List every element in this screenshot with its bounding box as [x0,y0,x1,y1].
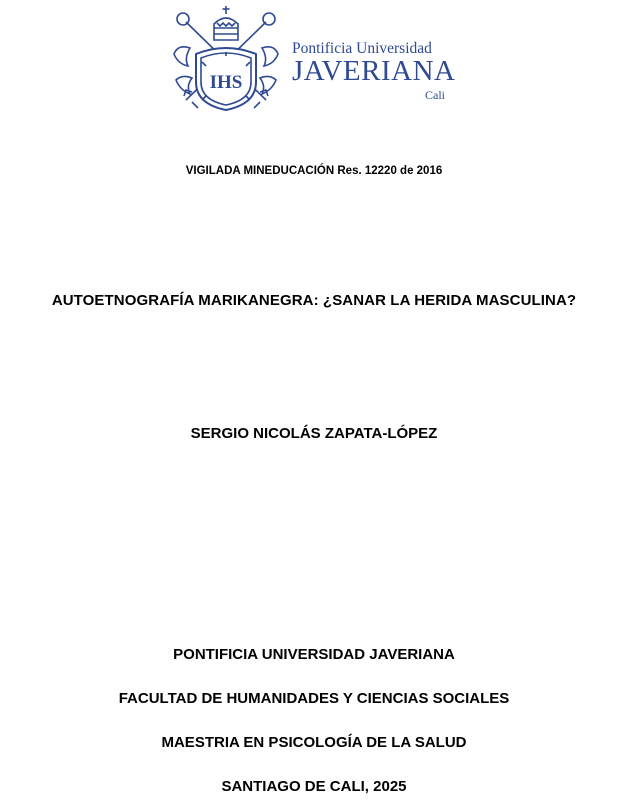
place-and-year: SANTIAGO DE CALI, 2025 [221,778,407,795]
seal-monogram: IHS [209,72,243,93]
wordmark-line-pontificia: Pontificia Universidad [292,40,432,57]
wordmark-line-javeriana: JAVERIANA [292,55,456,87]
accreditation-notice: VIGILADA MINEDUCACIÓN Res. 12220 de 2016 [185,165,443,177]
university-name: PONTIFICIA UNIVERSIDAD JAVERIANA [173,646,455,663]
program-name: MAESTRIA EN PSICOLOGÍA DE LA SALUD [161,734,467,751]
university-logo [168,4,468,116]
thesis-title: AUTOETNOGRAFÍA MARIKANEGRA: ¿SANAR LA HERIDA MASCULINA? [51,292,577,309]
author-name: SERGIO NICOLÁS ZAPATA-LÓPEZ [190,425,438,442]
papal-tiara-keys-seal-icon [168,4,284,116]
university-wordmark [292,40,468,106]
faculty-name: FACULTAD DE HUMANIDADES Y CIENCIAS SOCIALES [118,690,510,707]
wordmark-line-campus: Cali [425,88,445,102]
